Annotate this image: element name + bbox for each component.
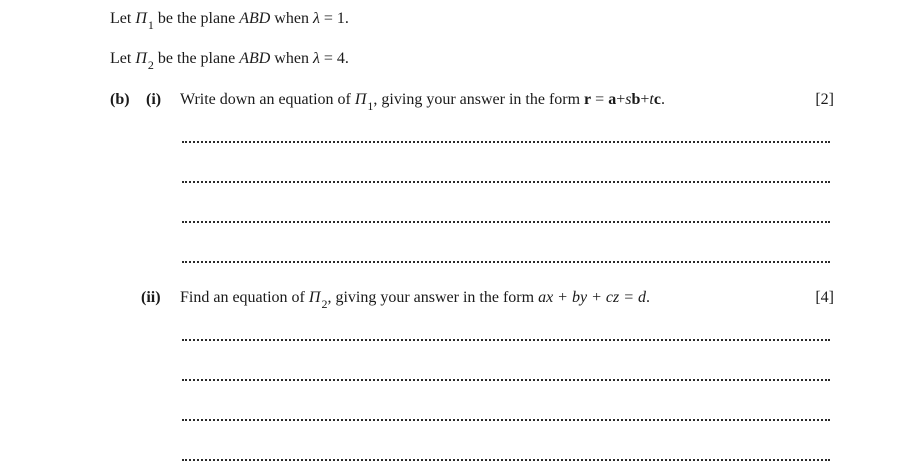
lambda-value: = 4. [323,50,349,67]
part-b-ii-label: (ii) [141,289,161,306]
statement-prefix: Let [110,50,132,67]
statement-when: when [274,10,309,27]
question-b-ii [180,288,650,314]
answer-line[interactable] [182,459,830,461]
answer-line[interactable] [182,261,830,263]
part-b-i-label: (i) [146,91,162,108]
question-b-i [180,90,665,116]
statement-when: when [274,50,309,67]
marks-b-i: [2] [815,91,834,108]
statement-middle: be the plane [157,10,236,27]
lambda-symbol: λ [312,50,320,67]
question-text-continued: , giving your answer in the form [373,91,581,108]
answer-line[interactable] [182,221,830,223]
vector-form [584,91,665,108]
part-b-label: (b) [110,91,130,108]
plane-symbol: Π [308,289,321,306]
plane-subscript: 2 [321,297,328,311]
vector-c: c [653,91,661,108]
marks-b-ii: [4] [815,289,834,306]
scalar-s: s [625,91,632,108]
plane-symbol: Π [354,91,367,108]
plane-symbol: Π [135,10,147,27]
answer-line[interactable] [182,141,830,143]
vector-b: b [631,91,641,108]
question-text: Write down an equation of [180,91,351,108]
question-text-continued: , giving your answer in the form [327,289,535,306]
vector-a: a [608,91,617,108]
cartesian-form: ax + by + cz = d [538,289,646,306]
lambda-value: = 1. [323,10,349,27]
answer-line[interactable] [182,181,830,183]
statement-plane-2 [110,49,349,75]
statement-plane-1 [110,9,349,35]
plane-subscript: 1 [147,18,154,32]
plane-points: ABD [239,50,271,67]
plus-sign: + [640,91,650,108]
lambda-symbol: λ [312,10,320,27]
plane-subscript: 2 [147,58,154,72]
plane-subscript: 1 [367,99,374,113]
statement-prefix: Let [110,10,132,27]
full-stop: . [645,289,650,306]
full-stop: . [660,91,665,108]
answer-line[interactable] [182,379,830,381]
answer-line[interactable] [182,339,830,341]
plane-points: ABD [239,10,271,27]
equals-sign: = [591,91,609,108]
statement-middle: be the plane [157,50,236,67]
scalar-t: t [649,91,654,108]
plus-sign: + [616,91,626,108]
question-text: Find an equation of [180,289,305,306]
plane-symbol: Π [135,50,147,67]
vector-r: r [584,91,592,108]
answer-line[interactable] [182,419,830,421]
